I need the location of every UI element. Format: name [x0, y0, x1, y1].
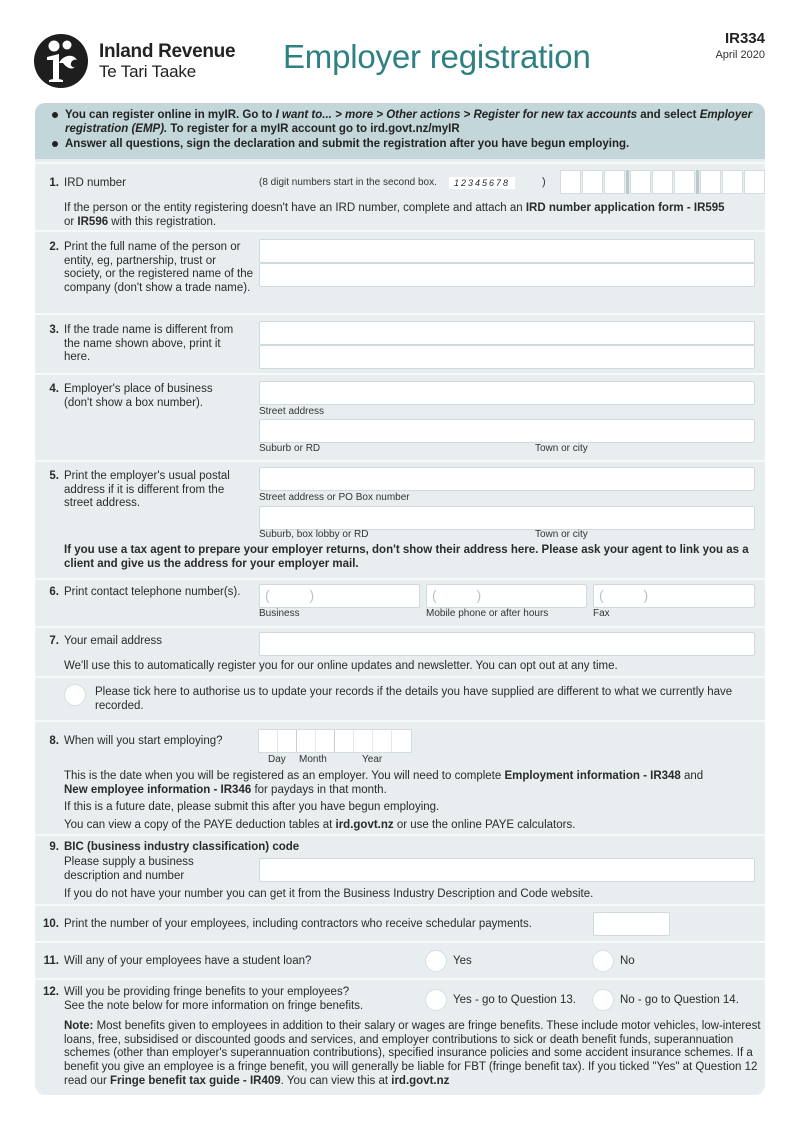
page-header — [0, 0, 800, 100]
bic-sublabel: Please supply a business description and number — [64, 856, 194, 882]
business-phone-label: Business — [259, 608, 300, 619]
question-number: 5. — [49, 470, 59, 482]
ird-digit-box[interactable] — [700, 170, 721, 194]
postal-street-label: Street address or PO Box number — [259, 492, 410, 503]
ird-note: If the person or the entity registering doesn't have an IRD number, complete and attach an IRD number application form - IR595 or IR596 with this registration. — [64, 202, 725, 228]
ird-digit-box[interactable] — [560, 170, 581, 194]
question-number: 8. — [49, 735, 59, 747]
question-number: 3. — [49, 324, 59, 336]
ird-digit-box[interactable] — [582, 170, 603, 194]
ird-digit-box[interactable] — [604, 170, 625, 194]
ird-digit-box[interactable] — [652, 170, 673, 194]
authorise-label: Please tick here to authorise us to update your records if the details you have supplied are different to what we currently have recorded. — [95, 686, 733, 712]
year-digit[interactable] — [335, 730, 354, 752]
street-address-input[interactable] — [259, 381, 755, 405]
street-address-label: Street address — [259, 406, 325, 417]
year-label: Year — [362, 754, 383, 765]
question-number: 2. — [49, 241, 59, 253]
intro-panel — [35, 103, 765, 159]
month-digit[interactable] — [316, 730, 335, 752]
postal-suburb-label: Suburb, box lobby or RD — [259, 529, 369, 540]
start-date-note: This is the date when you will be registered as an employer. You will need to complete Employment information - IR348 and New employee information - IR346 for paydays in that month. — [64, 770, 704, 796]
brand — [99, 42, 235, 82]
month-digit[interactable] — [297, 730, 316, 752]
month-label: Month — [299, 754, 327, 765]
fax-input[interactable]: ( ) — [593, 584, 755, 608]
question-label: IRD number — [64, 177, 126, 189]
question-2 — [35, 230, 765, 313]
mobile-phone-input[interactable]: ( ) — [426, 584, 587, 608]
question-number: 11. — [43, 955, 59, 967]
question-label: Print the full name of the person or entity, eg, partnership, trust or society, or the registered name of the company (don't show a trade name). — [64, 241, 253, 294]
paye-note: You can view a copy of the PAYE deduction tables at ird.govt.nz or use the online PAYE calculators. — [64, 819, 576, 831]
suburb-label: Suburb or RD — [259, 443, 321, 454]
fringe-yes-radio[interactable] — [425, 989, 447, 1011]
full-name-input-line-1[interactable] — [259, 239, 755, 263]
question-number: 10. — [43, 918, 59, 930]
question-3 — [35, 313, 765, 373]
question-10 — [35, 904, 765, 941]
question-12 — [35, 978, 765, 1095]
ird-number-input[interactable] — [560, 170, 765, 194]
day-digit[interactable] — [278, 730, 297, 752]
question-label: BIC (business industry classification) code — [64, 841, 300, 853]
fringe-benefit-note: Note: Most benefits given to employees in addition to their salary or wages are fringe benefits. These include motor vehicles, low-interest loans, free, subsidised or discounted goods and services, and employer contributions to sick or death benefit funds, superannuation schemes (other than employer's superannuation contributions), specified insurance policies and some accident insurance schemes. If a benefit you give an employee is a fringe benefit, you will generally be liable for FBT (fringe benefit tax). If you ticked "Yes" at Question 12 read our Fringe benefit tax guide - IR409. You can view this at ird.govt.nz — [64, 1020, 761, 1087]
question-label: When will you start employing? — [64, 735, 223, 747]
start-date-input[interactable] — [258, 729, 412, 753]
brand-name: Inland Revenue — [99, 41, 236, 62]
bic-code-input[interactable] — [259, 858, 755, 882]
question-6 — [35, 578, 765, 626]
question-11 — [35, 941, 765, 978]
question-label: Print contact telephone number(s). — [64, 586, 241, 598]
question-number: 4. — [49, 383, 59, 395]
ir-logo-icon — [33, 33, 89, 89]
question-number: 9. — [49, 841, 59, 853]
full-name-input-line-2[interactable] — [259, 263, 755, 287]
year-digit[interactable] — [392, 730, 411, 752]
intro-bullet-2: Answer all questions, sign the declaration and submit the registration after you have begun employing. — [49, 137, 755, 151]
question-label: Print the employer's usual postal address if it is different from the street address. — [64, 470, 230, 509]
day-digit[interactable] — [259, 730, 278, 752]
ird-digit-box[interactable] — [674, 170, 695, 194]
question-7 — [35, 626, 765, 676]
fringe-no-radio[interactable] — [592, 989, 614, 1011]
student-loan-no-radio[interactable] — [592, 950, 614, 972]
ird-separator — [696, 170, 699, 194]
question-5 — [35, 460, 765, 578]
question-label: Print the number of your employees, including contractors who receive schedular payments. — [64, 918, 532, 930]
email-input[interactable] — [259, 632, 755, 656]
question-label: If the trade name is different from the name shown above, print it here. — [64, 324, 234, 363]
postal-street-input[interactable] — [259, 467, 755, 491]
mobile-phone-label: Mobile phone or after hours — [426, 608, 549, 619]
year-digit[interactable] — [373, 730, 392, 752]
question-number: 1. — [49, 177, 59, 189]
town-label: Town or city — [535, 443, 588, 454]
trade-name-input-line-1[interactable] — [259, 321, 755, 345]
day-label: Day — [268, 754, 286, 765]
ird-digit-box[interactable] — [722, 170, 743, 194]
page-title: Employer registration — [283, 38, 591, 75]
question-1: 1. IRD number (8 digit numbers start in the second box. 12345678 ) If the person or the entity registering doesn't have an IRD number, complete and attach an IRD number application form - IR595 or IR596 with this registration. — [35, 162, 765, 230]
question-number: 6. — [49, 586, 59, 598]
question-9 — [35, 834, 765, 904]
tax-agent-note: If you use a tax agent to prepare your employer returns, don't show their address here. Please ask your agent to link you as a client and give us the address for your employer mail. — [64, 544, 749, 570]
question-label: Your email address — [64, 635, 163, 647]
student-loan-yes-label: Yes — [453, 955, 472, 967]
form-date: April 2020 — [715, 49, 765, 61]
future-date-note: If this is a future date, please submit this after you have begun employing. — [64, 801, 440, 813]
question-label: Will any of your employees have a student loan? — [64, 955, 312, 967]
question-4 — [35, 373, 765, 460]
question-number: 12. — [43, 986, 59, 998]
ird-hint: (8 digit numbers start in the second box. — [259, 177, 437, 188]
fringe-no-label: No - go to Question 14. — [620, 994, 739, 1006]
authorise-update — [35, 676, 765, 720]
student-loan-no-label: No — [620, 955, 635, 967]
suburb-town-input[interactable] — [259, 419, 755, 443]
question-number: 7. — [49, 635, 59, 647]
ird-separator — [626, 170, 629, 194]
registration-form — [35, 103, 765, 1095]
year-digit[interactable] — [354, 730, 373, 752]
authorise-checkbox[interactable] — [64, 684, 86, 706]
fringe-yes-label: Yes - go to Question 13. — [453, 994, 576, 1006]
ird-digit-box[interactable] — [744, 170, 765, 194]
student-loan-yes-radio[interactable] — [425, 950, 447, 972]
ird-digit-box[interactable] — [630, 170, 651, 194]
ird-sample: 12345678 — [449, 177, 515, 189]
postal-town-label: Town or city — [535, 529, 588, 540]
form-code — [715, 30, 765, 61]
question-8 — [35, 720, 765, 834]
postal-suburb-town-input[interactable] — [259, 506, 755, 530]
question-label: Will you be providing fringe benefits to your employees? See the note below for more information on fringe benefits. — [64, 986, 364, 1012]
question-label: Employer's place of business (don't show a box number). — [64, 383, 213, 409]
fax-label: Fax — [593, 608, 610, 619]
employee-count-input[interactable] — [593, 912, 670, 936]
trade-name-input-line-2[interactable] — [259, 345, 755, 369]
brand-subtitle: Te Tari Taake — [99, 62, 196, 81]
business-phone-input[interactable]: ( ) — [259, 584, 420, 608]
form-id: IR334 — [724, 30, 765, 47]
intro-bullet-1: You can register online in myIR. Go to I want to... > more > Other actions > Register for new tax accounts and select Employer registration (EMP). To register for a myIR account go to ird.govt.nz/myIR — [49, 108, 755, 136]
email-note: We'll use this to automatically register you for our online updates and newsletter. You can opt out at any time. — [64, 660, 618, 672]
bic-note: If you do not have your number you can get it from the Business Industry Description and Code website. — [64, 888, 594, 900]
